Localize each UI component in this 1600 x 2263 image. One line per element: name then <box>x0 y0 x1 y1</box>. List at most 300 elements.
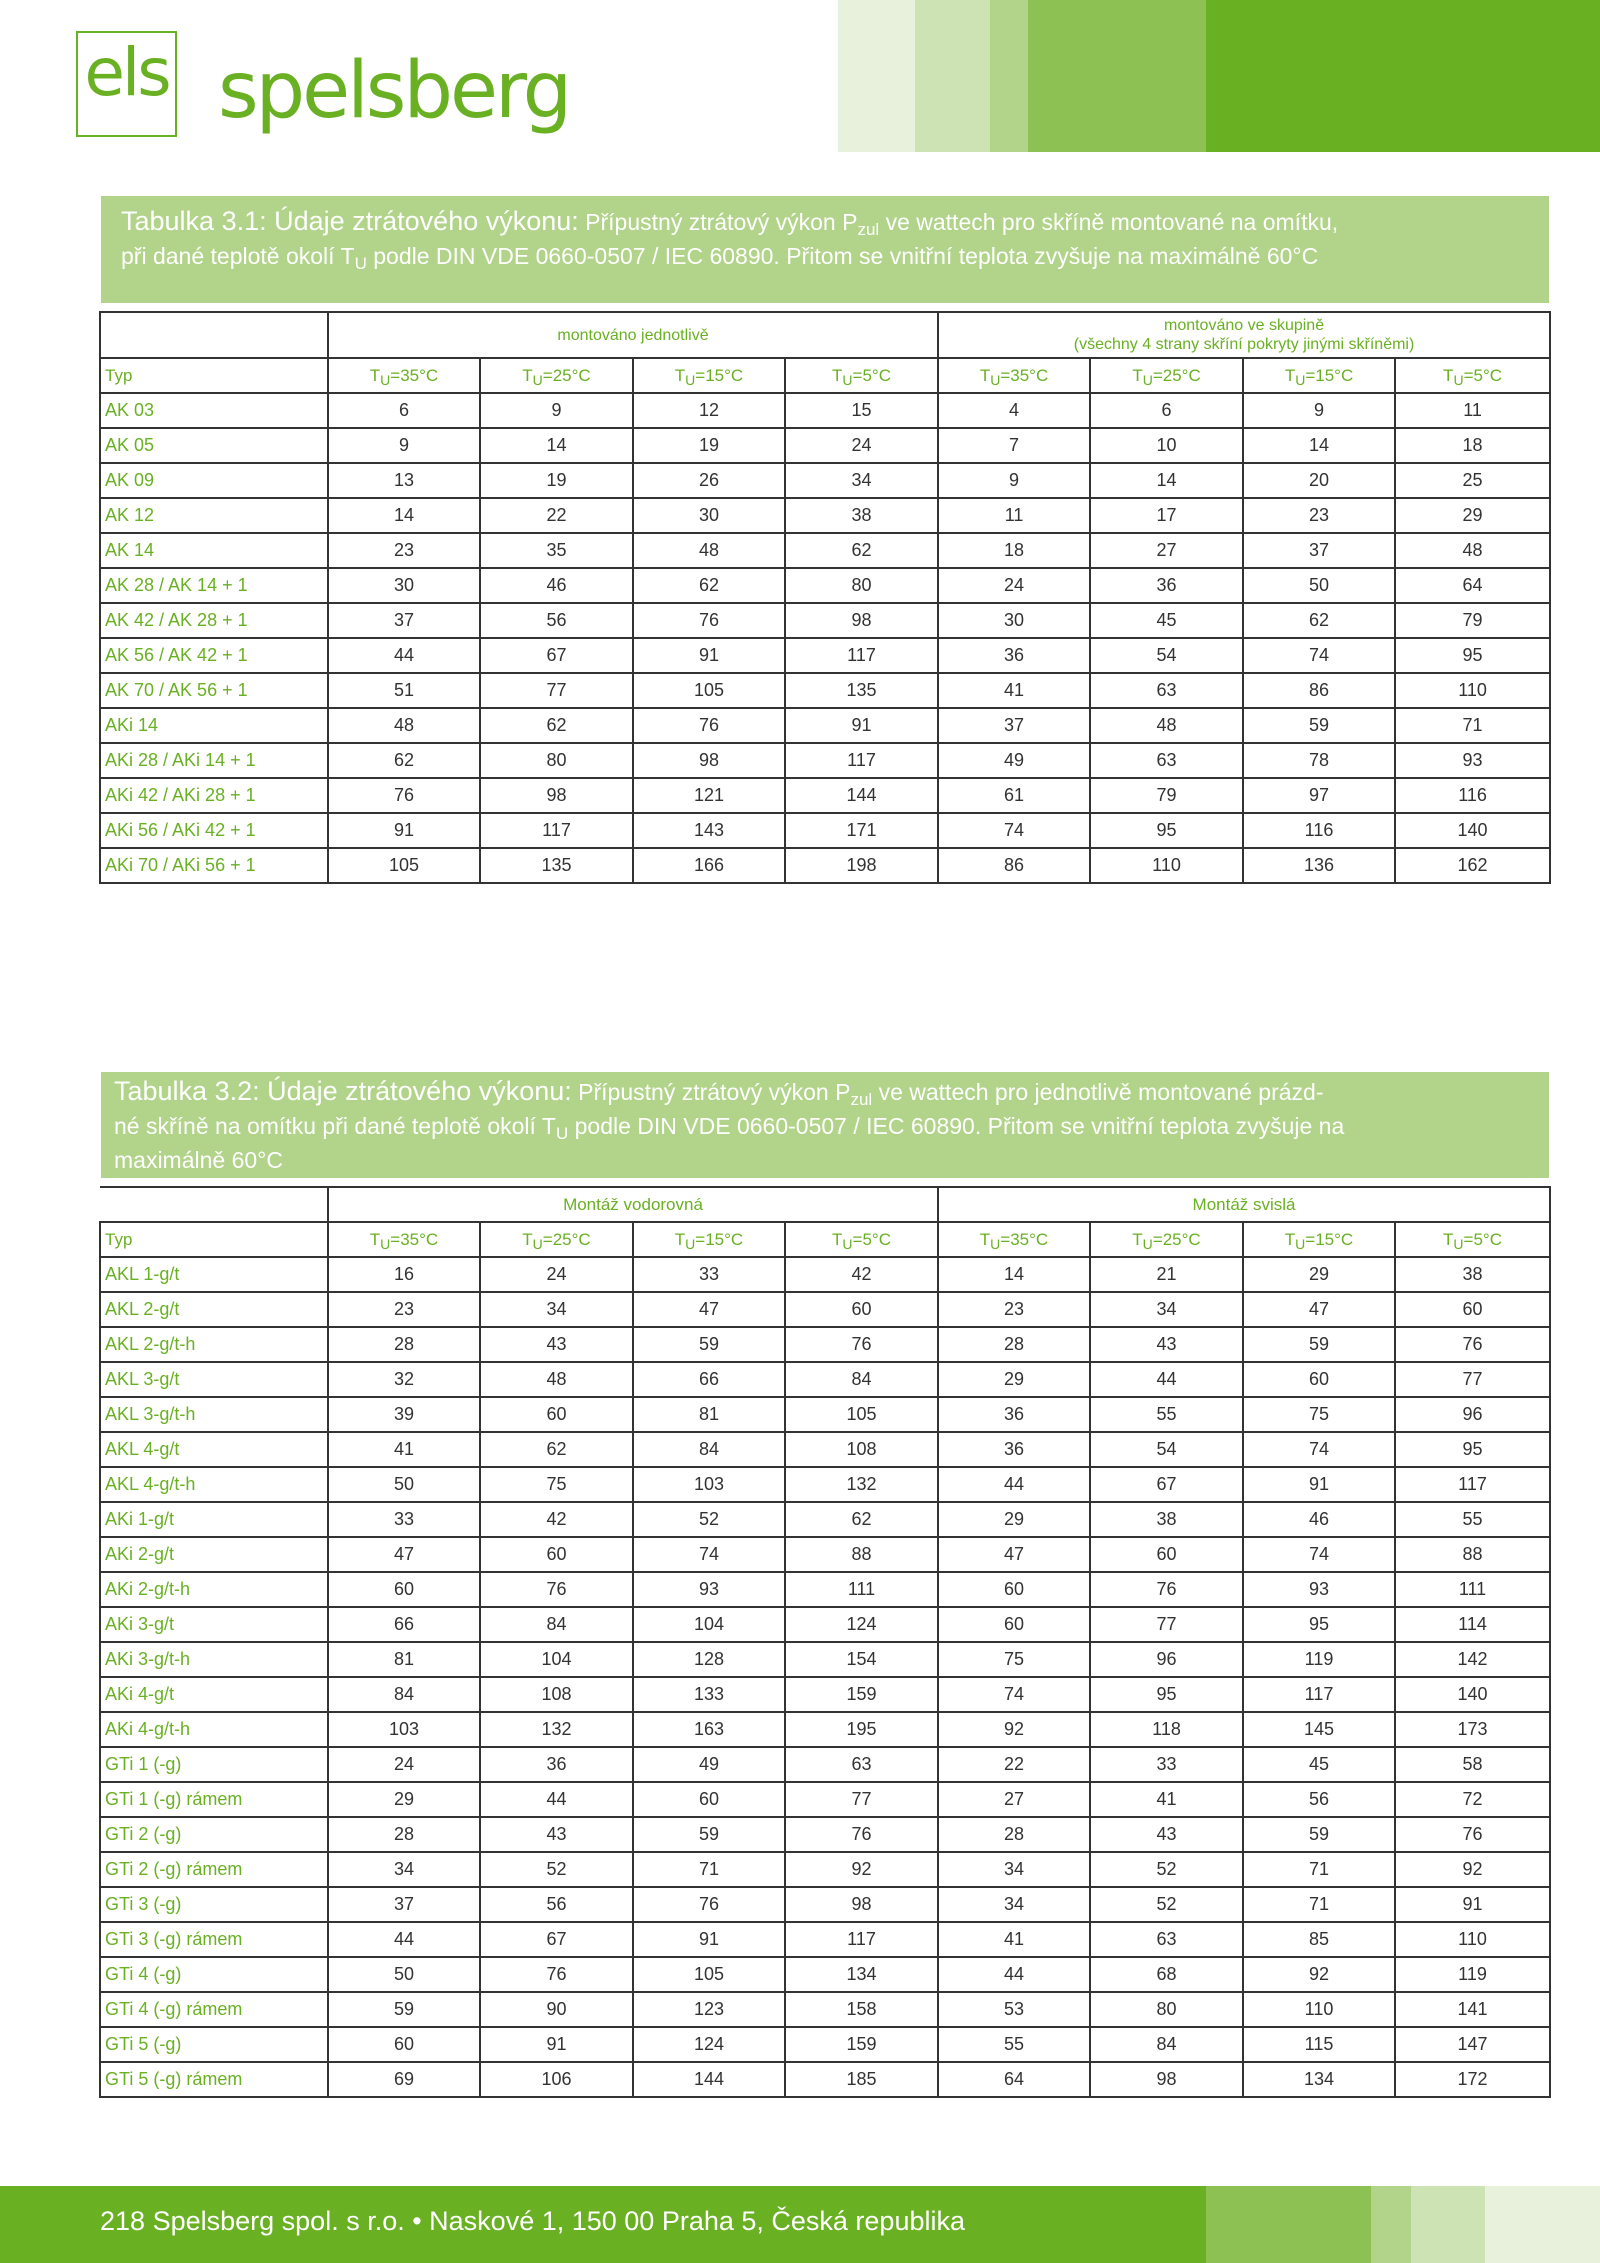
table-row <box>100 1467 1550 1502</box>
header-strip-5 <box>1206 0 1600 152</box>
value-cell: 6 <box>1090 393 1243 428</box>
value-cell: 9 <box>328 428 480 463</box>
value-cell: 62 <box>785 533 938 568</box>
value-cell: 56 <box>480 1887 633 1922</box>
value-cell: 12 <box>633 393 785 428</box>
value-cell: 121 <box>633 778 785 813</box>
table2-header-row <box>100 1222 1550 1257</box>
footer-strip-4 <box>1485 2186 1600 2263</box>
value-cell: 43 <box>480 1817 633 1852</box>
value-cell: 90 <box>480 1992 633 2027</box>
temp-symbol: T <box>1132 365 1143 385</box>
value-cell: 9 <box>1243 393 1395 428</box>
table-row <box>100 1257 1550 1292</box>
value-cell: 93 <box>1395 743 1550 778</box>
table-row <box>100 568 1550 603</box>
value-cell: 84 <box>328 1677 480 1712</box>
value-cell: 52 <box>1090 1887 1243 1922</box>
caption-text: při dané teplotě okolí T <box>121 243 355 269</box>
table-row <box>100 2027 1550 2062</box>
row-type-cell: AKL 3-g/t-h <box>100 1397 328 1432</box>
value-cell: 49 <box>938 743 1090 778</box>
value-cell: 41 <box>938 673 1090 708</box>
page-number: 218 <box>100 2206 146 2236</box>
value-cell: 62 <box>1243 603 1395 638</box>
value-cell: 29 <box>1243 1257 1395 1292</box>
value-cell: 77 <box>1090 1607 1243 1642</box>
value-cell: 24 <box>328 1747 480 1782</box>
value-cell: 76 <box>785 1817 938 1852</box>
value-cell: 133 <box>633 1677 785 1712</box>
table-row <box>100 1852 1550 1887</box>
value-cell: 86 <box>1243 673 1395 708</box>
table-row <box>100 603 1550 638</box>
table-row <box>100 1537 1550 1572</box>
value-cell: 85 <box>1243 1922 1395 1957</box>
value-cell: 76 <box>328 778 480 813</box>
value-cell: 124 <box>785 1607 938 1642</box>
value-cell: 91 <box>480 2027 633 2062</box>
value-cell: 48 <box>328 708 480 743</box>
table-row <box>100 533 1550 568</box>
row-type-cell: AKi 2-g/t <box>100 1537 328 1572</box>
value-cell: 42 <box>480 1502 633 1537</box>
value-cell: 66 <box>633 1362 785 1397</box>
value-cell: 128 <box>633 1642 785 1677</box>
value-cell: 60 <box>480 1537 633 1572</box>
value-cell: 185 <box>785 2062 938 2097</box>
caption-text: ve wattech pro skříně montované na omítku, <box>879 209 1339 235</box>
value-cell: 132 <box>785 1467 938 1502</box>
value-cell: 98 <box>785 603 938 638</box>
table1-caption <box>101 196 1549 303</box>
value-cell: 50 <box>1243 568 1395 603</box>
temp-subscript: U <box>1453 371 1464 388</box>
value-cell: 43 <box>1090 1817 1243 1852</box>
temp-value: =15°C <box>695 1229 744 1249</box>
value-cell: 91 <box>328 813 480 848</box>
value-cell: 23 <box>328 1292 480 1327</box>
value-cell: 44 <box>938 1957 1090 1992</box>
caption-text: podle DIN VDE 0660-0507 / IEC 60890. Přitom se vnitřní teplota zvyšuje na <box>568 1113 1345 1139</box>
value-cell: 49 <box>633 1747 785 1782</box>
value-cell: 76 <box>480 1957 633 1992</box>
row-type-cell: AKi 3-g/t-h <box>100 1642 328 1677</box>
value-cell: 45 <box>1090 603 1243 638</box>
temp-subscript: U <box>685 1235 696 1252</box>
value-cell: 119 <box>1395 1957 1550 1992</box>
value-cell: 103 <box>633 1467 785 1502</box>
row-type-cell: AKi 14 <box>100 708 328 743</box>
value-cell: 35 <box>480 533 633 568</box>
table1-col-temp <box>1243 358 1395 393</box>
temp-symbol: T <box>1443 1229 1454 1249</box>
value-cell: 60 <box>938 1607 1090 1642</box>
value-cell: 47 <box>633 1292 785 1327</box>
value-cell: 105 <box>328 848 480 883</box>
table-row <box>100 393 1550 428</box>
value-cell: 92 <box>938 1712 1090 1747</box>
value-cell: 75 <box>480 1467 633 1502</box>
value-cell: 56 <box>480 603 633 638</box>
temp-subscript: U <box>532 371 543 388</box>
value-cell: 9 <box>480 393 633 428</box>
value-cell: 50 <box>328 1957 480 1992</box>
value-cell: 143 <box>633 813 785 848</box>
table2-caption <box>101 1072 1549 1178</box>
value-cell: 59 <box>633 1817 785 1852</box>
row-type-cell: AK 70 / AK 56 + 1 <box>100 673 328 708</box>
row-type-cell: AKi 56 / AKi 42 + 1 <box>100 813 328 848</box>
value-cell: 58 <box>1395 1747 1550 1782</box>
row-type-cell: AKL 2-g/t <box>100 1292 328 1327</box>
row-type-cell: AKi 1-g/t <box>100 1502 328 1537</box>
value-cell: 110 <box>1395 1922 1550 1957</box>
header-strip-1 <box>838 0 915 152</box>
value-cell: 132 <box>480 1712 633 1747</box>
value-cell: 28 <box>938 1817 1090 1852</box>
value-cell: 84 <box>633 1432 785 1467</box>
value-cell: 154 <box>785 1642 938 1677</box>
temp-symbol: T <box>1443 365 1454 385</box>
value-cell: 44 <box>328 638 480 673</box>
value-cell: 96 <box>1395 1397 1550 1432</box>
caption-sub: zul <box>857 220 880 239</box>
temp-value: =5°C <box>852 1229 891 1249</box>
value-cell: 53 <box>938 1992 1090 2027</box>
value-cell: 4 <box>938 393 1090 428</box>
value-cell: 80 <box>1090 1992 1243 2027</box>
value-cell: 158 <box>785 1992 938 2027</box>
table2-caption-line2 <box>114 1109 1549 1143</box>
caption-text: ve wattech pro jednotlivě montované prázd- <box>872 1079 1324 1105</box>
header-strip-3 <box>990 0 1028 152</box>
temp-symbol: T <box>522 1229 533 1249</box>
value-cell: 116 <box>1395 778 1550 813</box>
value-cell: 27 <box>938 1782 1090 1817</box>
table1-col-temp <box>1395 358 1550 393</box>
value-cell: 135 <box>785 673 938 708</box>
table2-col-temp <box>938 1222 1090 1257</box>
value-cell: 38 <box>1395 1257 1550 1292</box>
value-cell: 23 <box>328 533 480 568</box>
value-cell: 14 <box>328 498 480 533</box>
value-cell: 41 <box>938 1922 1090 1957</box>
value-cell: 77 <box>480 673 633 708</box>
value-cell: 16 <box>328 1257 480 1292</box>
value-cell: 14 <box>938 1257 1090 1292</box>
value-cell: 76 <box>633 1887 785 1922</box>
value-cell: 62 <box>328 743 480 778</box>
table-row <box>100 1957 1550 1992</box>
value-cell: 98 <box>480 778 633 813</box>
value-cell: 36 <box>938 1432 1090 1467</box>
caption-sub: zul <box>850 1090 873 1109</box>
value-cell: 110 <box>1395 673 1550 708</box>
footer-text <box>100 2206 965 2237</box>
temp-value: =35°C <box>390 365 439 385</box>
table2-col-temp <box>1243 1222 1395 1257</box>
value-cell: 88 <box>1395 1537 1550 1572</box>
value-cell: 162 <box>1395 848 1550 883</box>
value-cell: 93 <box>1243 1572 1395 1607</box>
table2-caption-line3 <box>114 1143 1549 1177</box>
temp-value: =5°C <box>852 365 891 385</box>
temp-symbol: T <box>1284 1229 1296 1249</box>
value-cell: 79 <box>1395 603 1550 638</box>
value-cell: 67 <box>480 1922 633 1957</box>
row-type-cell: AK 14 <box>100 533 328 568</box>
table2-group-vertical: Montáž svislá <box>938 1187 1550 1222</box>
value-cell: 67 <box>480 638 633 673</box>
value-cell: 91 <box>1243 1467 1395 1502</box>
table-row <box>100 1327 1550 1362</box>
table1-caption-title: Tabulka 3.1: Údaje ztrátového výkonu: <box>121 206 579 236</box>
value-cell: 105 <box>785 1397 938 1432</box>
value-cell: 84 <box>480 1607 633 1642</box>
value-cell: 46 <box>480 568 633 603</box>
value-cell: 117 <box>1395 1467 1550 1502</box>
value-cell: 61 <box>938 778 1090 813</box>
value-cell: 59 <box>633 1327 785 1362</box>
value-cell: 63 <box>1090 1922 1243 1957</box>
value-cell: 92 <box>785 1852 938 1887</box>
temp-subscript: U <box>990 1235 1001 1252</box>
value-cell: 14 <box>1090 463 1243 498</box>
row-type-cell: AKi 3-g/t <box>100 1607 328 1642</box>
value-cell: 50 <box>328 1467 480 1502</box>
caption-text: podle DIN VDE 0660-0507 / IEC 60890. Přitom se vnitřní teplota zvyšuje na maximálně 60°C <box>366 243 1319 269</box>
table-row <box>100 638 1550 673</box>
value-cell: 76 <box>785 1327 938 1362</box>
value-cell: 38 <box>1090 1502 1243 1537</box>
header-strip-2 <box>915 0 990 152</box>
row-type-cell: AK 56 / AK 42 + 1 <box>100 638 328 673</box>
temp-subscript: U <box>380 371 391 388</box>
value-cell: 117 <box>480 813 633 848</box>
caption-sub: U <box>354 254 367 273</box>
value-cell: 59 <box>328 1992 480 2027</box>
value-cell: 141 <box>1395 1992 1550 2027</box>
value-cell: 38 <box>785 498 938 533</box>
value-cell: 134 <box>785 1957 938 1992</box>
caption-text: Přípustný ztrátový výkon P <box>578 209 858 235</box>
temp-subscript: U <box>1295 1235 1306 1252</box>
value-cell: 81 <box>633 1397 785 1432</box>
value-cell: 59 <box>1243 1817 1395 1852</box>
table2-group-row <box>100 1187 1550 1222</box>
value-cell: 142 <box>1395 1642 1550 1677</box>
temp-value: =5°C <box>1463 1229 1503 1249</box>
row-type-cell: AK 03 <box>100 393 328 428</box>
value-cell: 144 <box>785 778 938 813</box>
table-row <box>100 1677 1550 1712</box>
row-type-cell: AKi 4-g/t <box>100 1677 328 1712</box>
value-cell: 32 <box>328 1362 480 1397</box>
temp-symbol: T <box>674 1229 686 1249</box>
table-row <box>100 1712 1550 1747</box>
caption-sub: U <box>555 1124 569 1143</box>
value-cell: 74 <box>1243 1432 1395 1467</box>
value-cell: 24 <box>938 568 1090 603</box>
temp-subscript: U <box>1142 1235 1153 1252</box>
row-type-cell: GTi 4 (-g) rámem <box>100 1992 328 2027</box>
value-cell: 63 <box>1090 743 1243 778</box>
value-cell: 71 <box>1243 1887 1395 1922</box>
value-cell: 67 <box>1090 1467 1243 1502</box>
temp-value: =25°C <box>542 1229 591 1249</box>
table-row <box>100 848 1550 883</box>
row-type-cell: AKi 42 / AKi 28 + 1 <box>100 778 328 813</box>
value-cell: 46 <box>1243 1502 1395 1537</box>
value-cell: 76 <box>633 603 785 638</box>
value-cell: 43 <box>480 1327 633 1362</box>
value-cell: 88 <box>785 1537 938 1572</box>
value-cell: 76 <box>633 708 785 743</box>
temp-subscript: U <box>842 371 853 388</box>
value-cell: 9 <box>938 463 1090 498</box>
table-row <box>100 1572 1550 1607</box>
footer-strip-2 <box>1371 2186 1411 2263</box>
table-row <box>100 1642 1550 1677</box>
table2 <box>99 1186 1551 2098</box>
table1-col-temp <box>785 358 938 393</box>
table-row <box>100 1607 1550 1642</box>
value-cell: 140 <box>1395 1677 1550 1712</box>
value-cell: 45 <box>1243 1747 1395 1782</box>
value-cell: 29 <box>1395 498 1550 533</box>
value-cell: 134 <box>1243 2062 1395 2097</box>
value-cell: 110 <box>1243 1992 1395 2027</box>
value-cell: 71 <box>1395 708 1550 743</box>
value-cell: 11 <box>1395 393 1550 428</box>
value-cell: 117 <box>785 638 938 673</box>
table2-caption-title: Tabulka 3.2: Údaje ztrátového výkonu: <box>114 1076 572 1106</box>
value-cell: 29 <box>328 1782 480 1817</box>
value-cell: 115 <box>1243 2027 1395 2062</box>
value-cell: 77 <box>785 1782 938 1817</box>
temp-value: =5°C <box>1463 365 1503 385</box>
value-cell: 34 <box>938 1852 1090 1887</box>
value-cell: 55 <box>1090 1397 1243 1432</box>
temp-symbol: T <box>979 365 991 385</box>
value-cell: 75 <box>1243 1397 1395 1432</box>
temp-subscript: U <box>842 1235 853 1252</box>
value-cell: 34 <box>328 1852 480 1887</box>
value-cell: 172 <box>1395 2062 1550 2097</box>
value-cell: 117 <box>785 1922 938 1957</box>
table-row <box>100 813 1550 848</box>
value-cell: 24 <box>480 1257 633 1292</box>
temp-value: =35°C <box>1000 365 1049 385</box>
row-type-cell: AKi 28 / AKi 14 + 1 <box>100 743 328 778</box>
value-cell: 29 <box>938 1362 1090 1397</box>
value-cell: 98 <box>785 1887 938 1922</box>
row-type-cell: AKi 70 / AKi 56 + 1 <box>100 848 328 883</box>
temp-subscript: U <box>1295 371 1306 388</box>
value-cell: 48 <box>1090 708 1243 743</box>
table1-col-temp <box>633 358 785 393</box>
value-cell: 54 <box>1090 638 1243 673</box>
table-row <box>100 1887 1550 1922</box>
value-cell: 106 <box>480 2062 633 2097</box>
row-type-cell: AK 28 / AK 14 + 1 <box>100 568 328 603</box>
value-cell: 60 <box>938 1572 1090 1607</box>
table2-body <box>100 1187 1550 2097</box>
value-cell: 77 <box>1395 1362 1550 1397</box>
value-cell: 13 <box>328 463 480 498</box>
value-cell: 52 <box>480 1852 633 1887</box>
table2-corner-cell <box>100 1187 328 1222</box>
value-cell: 14 <box>1243 428 1395 463</box>
row-type-cell: GTi 1 (-g) <box>100 1747 328 1782</box>
row-type-cell: AK 12 <box>100 498 328 533</box>
value-cell: 62 <box>633 568 785 603</box>
value-cell: 74 <box>938 813 1090 848</box>
value-cell: 11 <box>938 498 1090 533</box>
value-cell: 92 <box>1395 1852 1550 1887</box>
value-cell: 55 <box>1395 1502 1550 1537</box>
temp-subscript: U <box>380 1235 391 1252</box>
value-cell: 103 <box>328 1712 480 1747</box>
value-cell: 41 <box>1090 1782 1243 1817</box>
value-cell: 110 <box>1090 848 1243 883</box>
row-type-cell: GTi 2 (-g) rámem <box>100 1852 328 1887</box>
value-cell: 159 <box>785 1677 938 1712</box>
row-type-cell: AK 09 <box>100 463 328 498</box>
value-cell: 92 <box>1243 1957 1395 1992</box>
table-row <box>100 673 1550 708</box>
value-cell: 6 <box>328 393 480 428</box>
row-type-cell: GTi 5 (-g) rámem <box>100 2062 328 2097</box>
table2-col-temp <box>785 1222 938 1257</box>
value-cell: 98 <box>633 743 785 778</box>
row-type-cell: GTi 3 (-g) rámem <box>100 1922 328 1957</box>
value-cell: 7 <box>938 428 1090 463</box>
value-cell: 41 <box>328 1432 480 1467</box>
value-cell: 52 <box>1090 1852 1243 1887</box>
value-cell: 33 <box>328 1502 480 1537</box>
value-cell: 30 <box>633 498 785 533</box>
table-row <box>100 1502 1550 1537</box>
table-row <box>100 1782 1550 1817</box>
logo-name: spelsberg <box>218 46 570 136</box>
value-cell: 95 <box>1090 813 1243 848</box>
value-cell: 25 <box>1395 463 1550 498</box>
row-type-cell: GTi 1 (-g) rámem <box>100 1782 328 1817</box>
value-cell: 95 <box>1090 1677 1243 1712</box>
value-cell: 60 <box>1243 1362 1395 1397</box>
value-cell: 111 <box>785 1572 938 1607</box>
value-cell: 171 <box>785 813 938 848</box>
value-cell: 34 <box>480 1292 633 1327</box>
table2-caption-line1 <box>114 1074 1549 1109</box>
value-cell: 74 <box>938 1677 1090 1712</box>
table1-group-row <box>100 312 1550 358</box>
table1-group-single: montováno jednotlivě <box>328 312 938 358</box>
value-cell: 60 <box>328 2027 480 2062</box>
value-cell: 79 <box>1090 778 1243 813</box>
row-type-cell: AKi 2-g/t-h <box>100 1572 328 1607</box>
value-cell: 44 <box>480 1782 633 1817</box>
value-cell: 166 <box>633 848 785 883</box>
table1-caption-line2 <box>121 239 1549 273</box>
table-row <box>100 1817 1550 1852</box>
temp-subscript: U <box>1142 371 1153 388</box>
table1-corner-cell <box>100 312 328 358</box>
value-cell: 19 <box>480 463 633 498</box>
table2-group-horizontal: Montáž vodorovná <box>328 1187 938 1222</box>
